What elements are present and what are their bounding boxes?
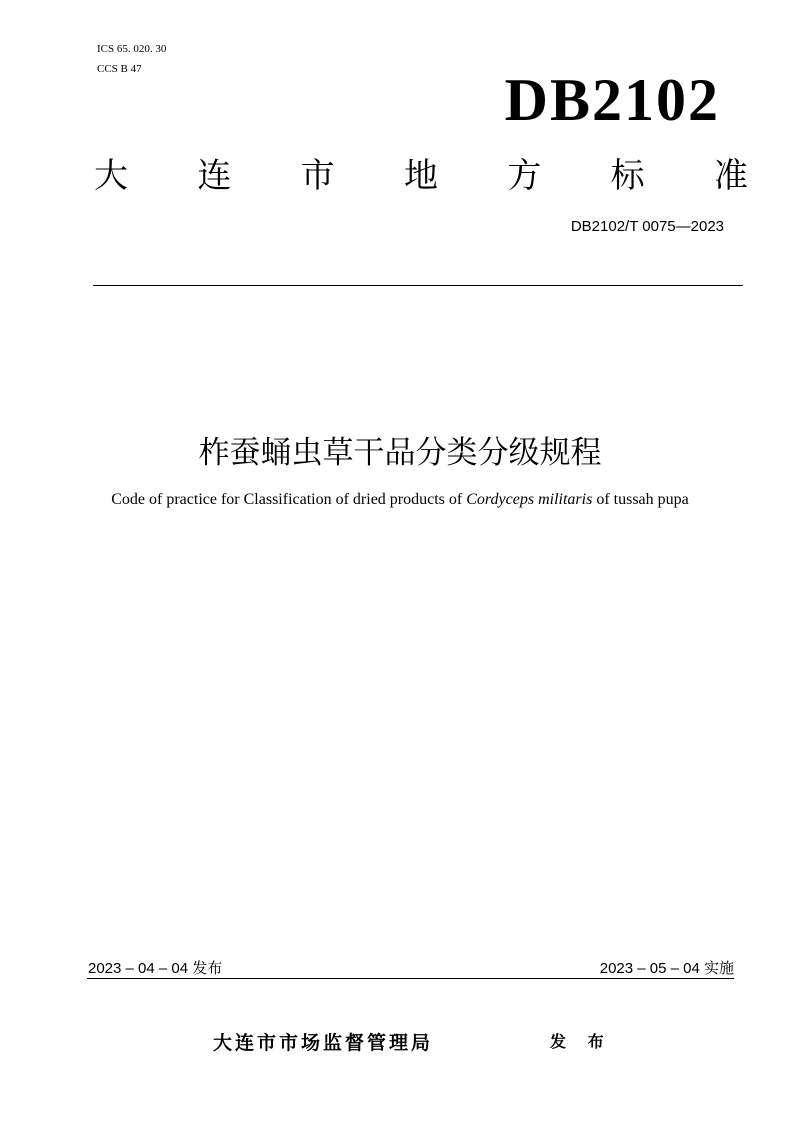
publish-date: 2023 – 04 – 04 发布 bbox=[88, 960, 223, 977]
footer-divider bbox=[87, 978, 734, 979]
header-divider bbox=[93, 285, 743, 286]
document-title-chinese: 柞蚕蛹虫草干品分类分级规程 bbox=[198, 435, 602, 471]
title-english-suffix: of tussah pupa bbox=[592, 491, 689, 508]
local-standard-char: 标 bbox=[610, 156, 645, 196]
local-standard-char: 大 bbox=[94, 156, 128, 196]
title-english-species: Cordyceps militaris bbox=[466, 491, 593, 508]
title-english-prefix: Code of practice for Classification of dried products of bbox=[111, 491, 467, 508]
standard-number: DB2102/T 0075—2023 bbox=[570, 218, 724, 235]
ics-code: ICS 65. 020. 30 bbox=[97, 43, 167, 55]
standard-code-heading: DB2102 bbox=[504, 67, 720, 133]
implementation-date: 2023 – 05 – 04 实施 bbox=[599, 960, 734, 977]
local-standard-char: 市 bbox=[300, 156, 335, 196]
ccs-code: CCS B 47 bbox=[97, 63, 142, 75]
document-title-english bbox=[0, 489, 800, 511]
local-standard-char: 地 bbox=[403, 156, 438, 196]
local-standard-char: 连 bbox=[197, 156, 232, 196]
issuing-authority: 大连市市场监督管理局 bbox=[213, 1032, 434, 1054]
issue-label: 发 布 bbox=[550, 1032, 612, 1051]
local-standard-label bbox=[94, 154, 748, 198]
local-standard-char: 准 bbox=[713, 156, 748, 196]
local-standard-char: 方 bbox=[507, 156, 542, 196]
